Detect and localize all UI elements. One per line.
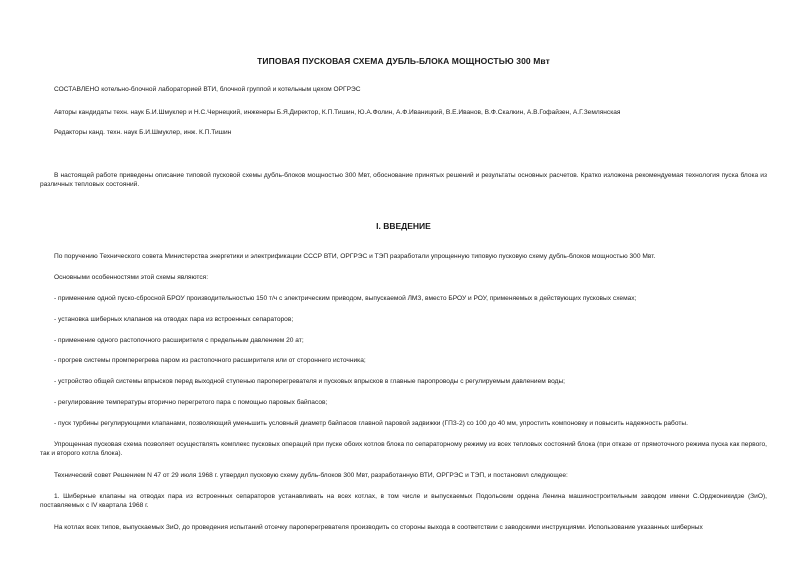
bullet-item: - пуск турбины регулирующими клапанами, позволяющий уменьшить условный диаметр байпасов главной паровой задвижки (ГПЗ-2) со 100 до 40 мм, упростить компоновку и повысить надежность работы. — [54, 420, 688, 427]
simplified-scheme-paragraph: Упрощенная пусковая схема позволяет осуществлять комплекс пусковых операций при пуске обоих котлов блока по сепараторному режиму из всех тепловых состояний блока (при отказе от прямоточного режима пуска как первого, так и второго котла блока). — [40, 441, 767, 458]
bullet-item: - прогрев системы промперегрева паром из растопочного расширителя или от стороннего источника; — [54, 357, 366, 364]
decision-item-1-paragraph: 1. Шиберные клапаны на отводах пара из встроенных сепараторов устанавливать на всех котлах, в том числе и выпускаемых Подольским ордена Ленина машиностроительным заводом имени С.Орджоникидзе (ЗиО), поставляемых с IV квартала 1968 г. — [40, 493, 767, 510]
editors-line: Редакторы канд. техн. наук Б.И.Шмуклер, инж. К.П.Тишин — [54, 129, 232, 136]
authors-line: Авторы кандидаты техн. наук Б.И.Шмуклер и Н.С.Чернецкий, инженеры Б.Я.Директор, К.П.Тишин, Ю.А.Фолин, А.Ф.Иваницкий, В.Е.Иванов, В.Ф.Скалкин, А.В.Гофайзен, А.Г.Землянская — [54, 109, 621, 116]
bullet-item: - регулирование температуры вторично перегретого пара с помощью паровых байпасов; — [54, 399, 328, 406]
abstract-paragraph: В настоящей работе приведены описание типовой пусковой схемы дубль-блоков мощностью 300 Мвт, обоснование принятых решений и результаты основных расчетов. Кратко изложена рекомендуемая технология пуска блока из различных тепловых состояний. — [40, 172, 767, 189]
zio-boilers-paragraph: На котлах всех типов, выпускаемых ЗиО, до проведения испытаний отсечку пароперегревателя производить со стороны выхода в соответствии с заводскими инструкциями. Использование указанных шиберных — [54, 524, 703, 531]
bullet-item: - устройство общей системы впрысков перед выходной ступенью пароперегревателя и пусковых впрысков в главные паропроводы с регулируемым давлением воды; — [54, 378, 566, 385]
bullet-item: - установка шиберных клапанов на отводах пара из встроенных сепараторов; — [54, 316, 294, 323]
intro-paragraph-1: По поручению Технического совета Министерства энергетики и электрификации СССР ВТИ, ОРГРЭС и ТЭП разработали упрощенную типовую пусковую схему дубль-блоков мощностью 300 Мвт. — [54, 253, 656, 260]
bullet-item: - применение одного растопочного расширителя с предельным давлением 20 ат; — [54, 337, 304, 344]
document-title: ТИПОВАЯ ПУСКОВАЯ СХЕМА ДУБЛЬ-БЛОКА МОЩНОСТЬЮ 300 Мвт — [257, 56, 550, 66]
bullet-item: - применение одной пуско-сбросной БРОУ производительностью 150 т/ч с электрическим приводом, выпускаемой ЛМЗ, вместо БРОУ и РОУ, применяемых в действующих пусковых схемах; — [54, 295, 637, 302]
section-title-introduction: I. ВВЕДЕНИЕ — [376, 221, 431, 231]
intro-paragraph-2: Основными особенностями этой схемы являются: — [54, 274, 209, 281]
compiled-by-line: СОСТАВЛЕНО котельно-блочной лабораторией ВТИ, блочной группой и котельным цехом ОРГРЭС — [54, 86, 361, 93]
council-decision-paragraph: Технический совет Решением N 47 от 29 июля 1968 г. утвердил пусковую схему дубль-блоков 300 Мвт, разработанную ВТИ, ОРГРЭС и ТЭП, и постановил следующее: — [54, 472, 568, 479]
